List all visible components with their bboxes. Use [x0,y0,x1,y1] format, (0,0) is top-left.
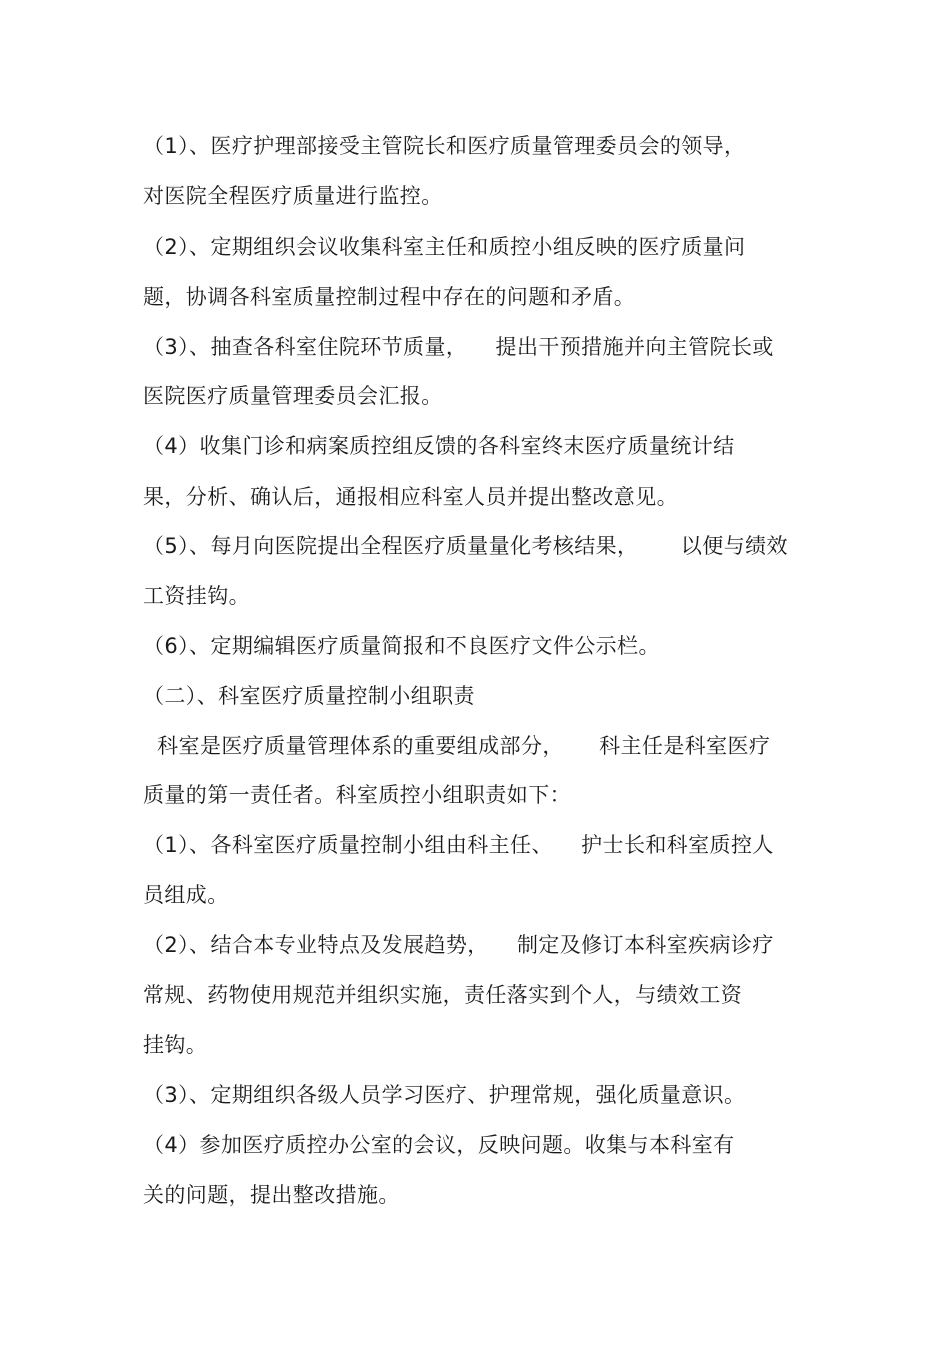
text-line-6: 医院医疗质量管理委员会汇报。 [143,384,443,408]
text-line-2: 对医院全程医疗质量进行监控。 [143,184,443,208]
text-line-18: 常规、药物使用规范并组织实施，责任落实到个人，与绩效工资 [143,983,743,1007]
text-line-8: 果，分析、确认后，通报相应科室人员并提出整改意见。 [143,485,678,509]
text-line-21: （4）参加医疗质控办公室的会议，反映问题。收集与本科室有 [143,1133,735,1157]
text-line-3: （2）、定期组织会议收集科室主任和质控小组反映的医疗质量问 [143,235,746,259]
text-line-11: （6）、定期编辑医疗质量简报和不良医疗文件公示栏。 [143,634,660,658]
text-line-17: （2）、结合本专业特点及发展趋势， 制定及修订本科室疾病诊疗 [143,933,774,957]
text-line-19: 挂钩。 [143,1033,208,1057]
text-line-4: 题，协调各科室质量控制过程中存在的问题和矛盾。 [143,285,636,309]
text-line-7: （4）收集门诊和病案质控组反馈的各科室终末医疗质量统计结 [143,434,735,458]
text-line-5: （3）、抽查各科室住院环节质量， 提出干预措施并向主管院长或 [143,335,774,359]
text-line-20: （3）、定期组织各级人员学习医疗、护理常规，强化质量意识。 [143,1083,746,1107]
text-line-16: 员组成。 [143,883,229,907]
text-line-15: （1）、各科室医疗质量控制小组由科主任、 护士长和科室质控人 [143,833,774,857]
text-line-1: （1）、医疗护理部接受主管院长和医疗质量管理委员会的领导， [143,134,746,158]
text-line-13: 科室是医疗质量管理体系的重要组成部分， 科主任是科室医疗 [143,734,771,758]
text-line-10: 工资挂钩。 [143,584,250,608]
section-heading: （二）、科室医疗质量控制小组职责 [143,684,475,708]
text-line-9: （5）、每月向医院提出全程医疗质量量化考核结果， 以便与绩效 [143,534,788,558]
text-line-22: 关的问题，提出整改措施。 [143,1183,400,1207]
text-line-14: 质量的第一责任者。科室质控小组职责如下： [143,783,571,807]
